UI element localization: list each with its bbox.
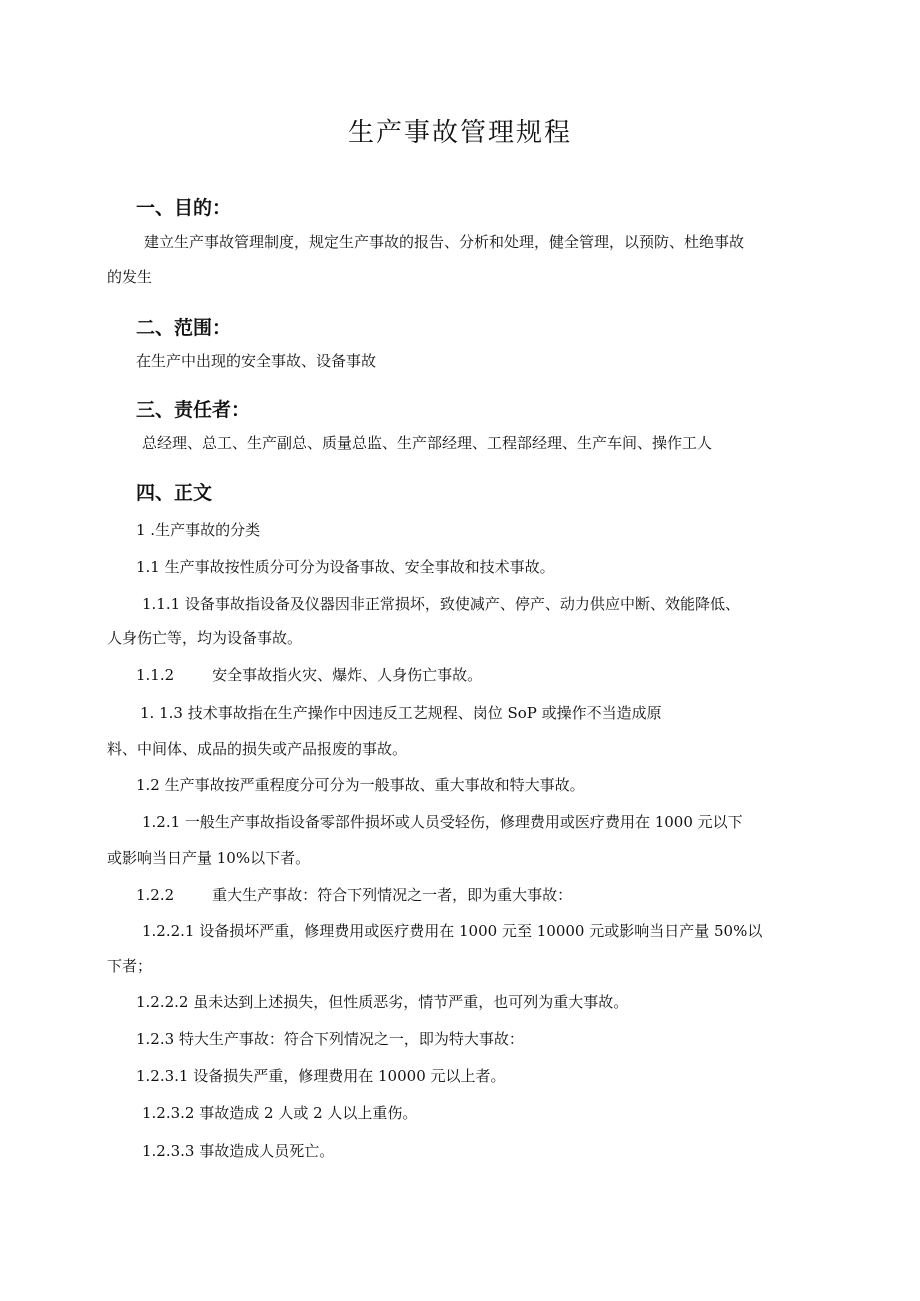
purpose-text-line1: 建立生产事故管理制度，规定生产事故的报告、分析和处理，健全管理，以预防、杜绝事故 — [144, 233, 745, 251]
clause-1-2-2-1-line2: 下者； — [107, 957, 153, 975]
heading-body: 四、正文 — [136, 482, 213, 504]
clause-1-1-1-line2: 人身伤亡等，均为设备事故。 — [107, 629, 303, 647]
clause-1-2-1-line2: 或影响当日产量 10%以下者。 — [107, 849, 311, 867]
scope-text: 在生产中出现的安全事故、设备事故 — [136, 352, 377, 370]
heading-scope: 二、范围： — [136, 317, 232, 339]
clause-1-2: 1.2 生产事故按严重程度分可分为一般事故、重大事故和特大事故。 — [136, 776, 585, 794]
clause-1-2-2-1-line1: 1.2.2.1 设备损坏严重，修理费用或医疗费用在 1000 元至 10000 元或影响当日产量 50%以 — [142, 922, 763, 940]
clause-1-1-2-text: 安全事故指火灾、爆炸、人身伤亡事故。 — [212, 666, 483, 684]
page-title: 生产事故管理规程 — [347, 118, 572, 148]
clause-1-2-3-3: 1.2.3.3 事故造成人员死亡。 — [142, 1142, 335, 1160]
heading-purpose: 一、目的： — [136, 197, 232, 219]
clause-1-2-3-2: 1.2.3.2 事故造成 2 人或 2 人以上重伤。 — [142, 1104, 418, 1122]
clause-1-2-2 — [136, 885, 572, 905]
responsible-text: 总经理、总工、生产副总、质量总监、生产部经理、工程部经理、生产车间、操作工人 — [142, 434, 713, 452]
clause-1-2-3-1: 1.2.3.1 设备损失严重，修理费用在 10000 元以上者。 — [136, 1067, 506, 1085]
clause-1-1-2 — [136, 665, 482, 685]
clause-1-1: 1.1 生产事故按性质分可分为设备事故、安全事故和技术事故。 — [136, 558, 555, 576]
clause-1-2-3: 1.2.3 特大生产事故：符合下列情况之一，即为特大事故： — [136, 1030, 524, 1048]
clause-1: 1 .生产事故的分类 — [136, 521, 261, 539]
heading-responsible: 三、责任者： — [136, 399, 251, 421]
clause-1-1-3-line2: 料、中间体、成品的损失或产品报废的事故。 — [107, 740, 408, 758]
clause-1-1-1-line1: 1.1.1 设备事故指设备及仪器因非正常损坏，致使减产、停产、动力供应中断、效能降低、 — [142, 595, 740, 613]
purpose-text-line2: 的发生 — [107, 268, 153, 286]
clause-1-2-2-2: 1.2.2.2 虽未达到上述损失，但性质恶劣，情节严重，也可列为重大事故。 — [136, 993, 629, 1011]
clause-1-1-2-number: 1.1.2 — [136, 666, 175, 684]
clause-1-2-2-text: 重大生产事故：符合下列情况之一者，即为重大事故： — [212, 886, 573, 904]
clause-1-2-2-number: 1.2.2 — [136, 886, 175, 904]
clause-1-1-3-line1: 1. 1.3 技术事故指在生产操作中因违反工艺规程、岗位 SoP 或操作不当造成原 — [140, 704, 662, 722]
clause-1-2-1-line1: 1.2.1 一般生产事故指设备零部件损坏或人员受轻伤，修理费用或医疗费用在 1000 元以下 — [142, 813, 743, 831]
